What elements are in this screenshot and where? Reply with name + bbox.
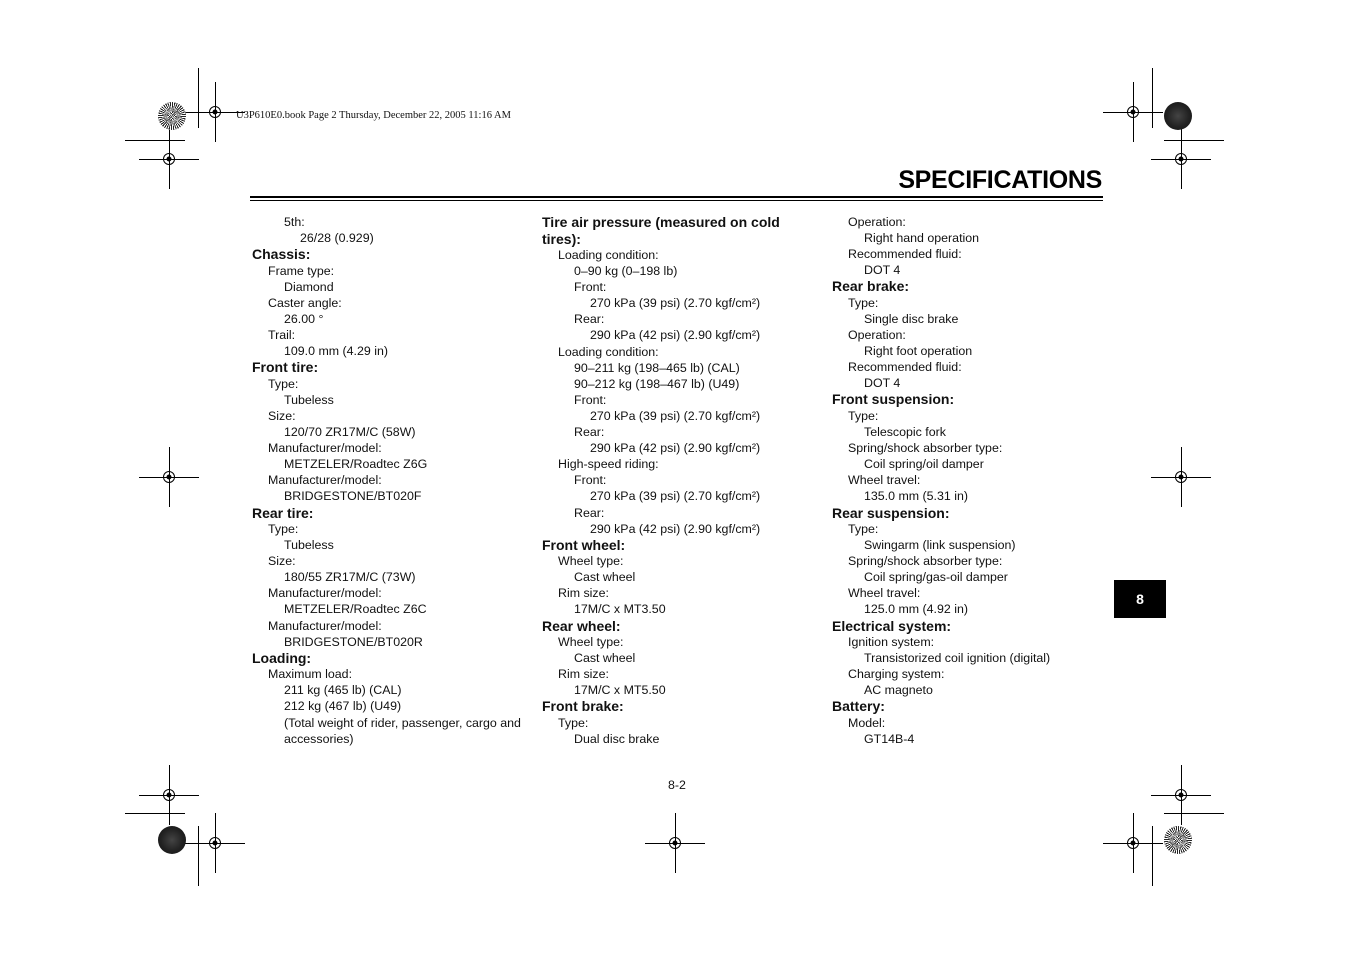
spec-label: Ignition system: — [848, 635, 935, 650]
spec-value: Telescopic fork — [864, 425, 946, 440]
crop-mark-line — [675, 813, 676, 873]
spec-label: Charging system: — [848, 667, 945, 682]
spec-value: Right hand operation — [864, 231, 980, 246]
crop-mark-line — [1152, 68, 1153, 128]
spec-label: Frame type: — [268, 263, 335, 278]
spec-label: Type: — [848, 408, 879, 423]
spec-label: Type: — [268, 522, 299, 536]
spec-value: 90–211 kg (198–465 lb) (CAL) — [574, 360, 740, 375]
spec-label: Manufacturer/model: — [268, 618, 382, 633]
spec-label: Manufacturer/model: — [268, 473, 382, 488]
spec-heading: Loading: — [252, 649, 312, 666]
spec-value: DOT 4 — [864, 376, 901, 391]
spec-label: Caster angle: — [268, 295, 342, 310]
spec-label: Operation: — [848, 215, 906, 229]
page-title: SPECIFICATIONS — [898, 166, 1102, 194]
spec-label: Loading condition: — [558, 344, 659, 359]
crop-mark-line — [1164, 813, 1224, 814]
spec-label: Rim size: — [558, 586, 609, 601]
spec-value: Coil spring/oil damper — [864, 457, 984, 472]
crop-mark-line — [125, 813, 185, 814]
spec-value: Cast wheel — [574, 651, 636, 666]
crop-mark-line — [198, 826, 199, 886]
spec-label: Recommended fluid: — [848, 247, 962, 262]
spec-heading: Front brake: — [542, 698, 624, 715]
spec-heading: tires): — [542, 230, 581, 247]
spec-column-2 — [542, 214, 780, 747]
spec-value: 26.00 ° — [284, 311, 324, 326]
spec-heading: Front suspension: — [832, 391, 955, 408]
spec-label: Wheel type: — [558, 554, 624, 569]
spec-label: Recommended fluid: — [848, 360, 962, 375]
page-number: 8-2 — [668, 778, 686, 792]
spec-value: 270 kPa (39 psi) (2.70 kgf/cm²) — [590, 489, 761, 504]
spec-label: Rim size: — [558, 667, 609, 682]
spec-label: Type: — [848, 295, 879, 310]
spec-value: Rear: — [574, 312, 605, 327]
spec-value: Diamond — [284, 279, 334, 294]
spec-label: Type: — [848, 522, 879, 536]
spec-label: Spring/shock absorber type: — [848, 441, 1003, 456]
spec-value: Rear: — [574, 425, 605, 440]
crop-mark-line — [169, 765, 170, 825]
spec-value: GT14B-4 — [864, 732, 915, 747]
spec-value: (Total weight of rider, passenger, cargo and — [284, 715, 521, 730]
spec-label: Type: — [268, 376, 299, 391]
spec-value: 180/55 ZR17M/C (73W) — [284, 570, 416, 585]
spec-heading: Front tire: — [252, 359, 319, 376]
title-rule-thick — [250, 196, 1103, 198]
crop-mark-line — [1181, 765, 1182, 825]
spec-value: 290 kPa (42 psi) (2.90 kgf/cm²) — [590, 521, 761, 536]
color-target-icon — [158, 102, 186, 130]
title-rule-thin — [250, 200, 1103, 201]
crop-mark-line — [1181, 129, 1182, 189]
spec-label: Type: — [558, 715, 589, 730]
spec-value: METZELER/Roadtec Z6C — [284, 602, 427, 617]
crop-mark-line — [215, 82, 216, 142]
spec-label: Maximum load: — [268, 667, 353, 682]
crop-mark-line — [1152, 826, 1153, 886]
spec-label: Trail: — [268, 328, 296, 343]
crop-mark-line — [169, 447, 170, 507]
book-info-header: U3P610E0.book Page 2 Thursday, December 22, 2005 11:16 AM — [236, 110, 511, 121]
spec-value: Transistorized coil ignition (digital) — [864, 651, 1051, 666]
chapter-tab: 8 — [1114, 580, 1166, 618]
spec-value: Tubeless — [284, 538, 334, 553]
spec-value: 90–212 kg (198–467 lb) (U49) — [574, 376, 740, 391]
spec-label: Wheel travel: — [848, 473, 921, 488]
spec-label: Manufacturer/model: — [268, 586, 382, 601]
crop-mark-line — [1133, 82, 1134, 142]
spec-label: Size: — [268, 554, 296, 569]
spec-heading: Rear suspension: — [832, 504, 950, 521]
spec-label: High-speed riding: — [558, 457, 659, 472]
crop-mark-line — [125, 140, 185, 141]
spec-value: Swingarm (link suspension) — [864, 538, 1016, 553]
spec-value: 125.0 mm (4.92 in) — [864, 602, 968, 617]
crop-mark-line — [1164, 140, 1224, 141]
spec-value: Single disc brake — [864, 311, 959, 326]
spec-value: Rear: — [574, 505, 605, 520]
spec-label: Spring/shock absorber type: — [848, 554, 1003, 569]
spec-value: accessories) — [284, 731, 354, 746]
spec-value: 109.0 mm (4.29 in) — [284, 344, 388, 359]
spec-value: 17M/C x MT3.50 — [574, 602, 666, 617]
spec-value: METZELER/Roadtec Z6G — [284, 457, 428, 472]
spec-value: Front: — [574, 392, 607, 407]
spec-label: Wheel type: — [558, 635, 624, 650]
spec-heading: Chassis: — [252, 246, 311, 263]
spec-value: 270 kPa (39 psi) (2.70 kgf/cm²) — [590, 408, 761, 423]
spec-heading: Tire air pressure (measured on cold — [542, 214, 780, 230]
spec-heading: Battery: — [832, 698, 885, 715]
spec-value: Front: — [574, 473, 607, 488]
crop-mark-line — [198, 68, 199, 128]
spec-value: BRIDGESTONE/BT020F — [284, 489, 422, 504]
spec-label: Manufacturer/model: — [268, 441, 382, 456]
spec-label: Size: — [268, 408, 296, 423]
spec-value: 211 kg (465 lb) (CAL) — [284, 683, 402, 698]
spec-value: 290 kPa (42 psi) (2.90 kgf/cm²) — [590, 328, 761, 343]
spec-value: 270 kPa (39 psi) (2.70 kgf/cm²) — [590, 296, 761, 311]
spec-heading: Rear wheel: — [542, 617, 621, 634]
spec-value: 0–90 kg (0–198 lb) — [574, 264, 678, 279]
spec-label: Wheel travel: — [848, 586, 921, 601]
color-target-icon — [1164, 826, 1192, 854]
spec-value: 120/70 ZR17M/C (58W) — [284, 425, 416, 440]
spec-value: 135.0 mm (5.31 in) — [864, 489, 968, 504]
spec-value: Tubeless — [284, 392, 334, 407]
spec-value: 212 kg (467 lb) (U49) — [284, 699, 402, 714]
spec-value: 26/28 (0.929) — [300, 231, 374, 246]
spec-heading: Rear tire: — [252, 504, 314, 521]
spec-heading: Front wheel: — [542, 536, 626, 553]
color-target-icon — [1164, 102, 1192, 130]
spec-label: Model: — [848, 715, 886, 730]
crop-mark-line — [215, 813, 216, 873]
spec-column-1 — [252, 214, 521, 747]
spec-label: Loading condition: — [558, 248, 659, 262]
spec-label: Operation: — [848, 328, 906, 343]
crop-mark-line — [169, 129, 170, 189]
spec-value: Front: — [574, 280, 607, 295]
spec-value: DOT 4 — [864, 263, 901, 278]
spec-value: 17M/C x MT5.50 — [574, 683, 666, 698]
crop-mark-line — [1133, 813, 1134, 873]
spec-heading: Electrical system: — [832, 617, 952, 634]
spec-value: Cast wheel — [574, 570, 636, 585]
spec-value: 290 kPa (42 psi) (2.90 kgf/cm²) — [590, 441, 761, 456]
spec-value: Coil spring/gas-oil damper — [864, 570, 1008, 585]
color-target-icon — [158, 826, 186, 854]
crop-mark-line — [1181, 447, 1182, 507]
spec-value: BRIDGESTONE/BT020R — [284, 634, 423, 649]
spec-column-3 — [832, 214, 1050, 747]
spec-value: Dual disc brake — [574, 732, 660, 747]
spec-value: Right foot operation — [864, 344, 973, 359]
spec-heading: Rear brake: — [832, 278, 910, 295]
spec-value: AC magneto — [864, 683, 933, 698]
spec-value: 5th: — [284, 215, 305, 229]
